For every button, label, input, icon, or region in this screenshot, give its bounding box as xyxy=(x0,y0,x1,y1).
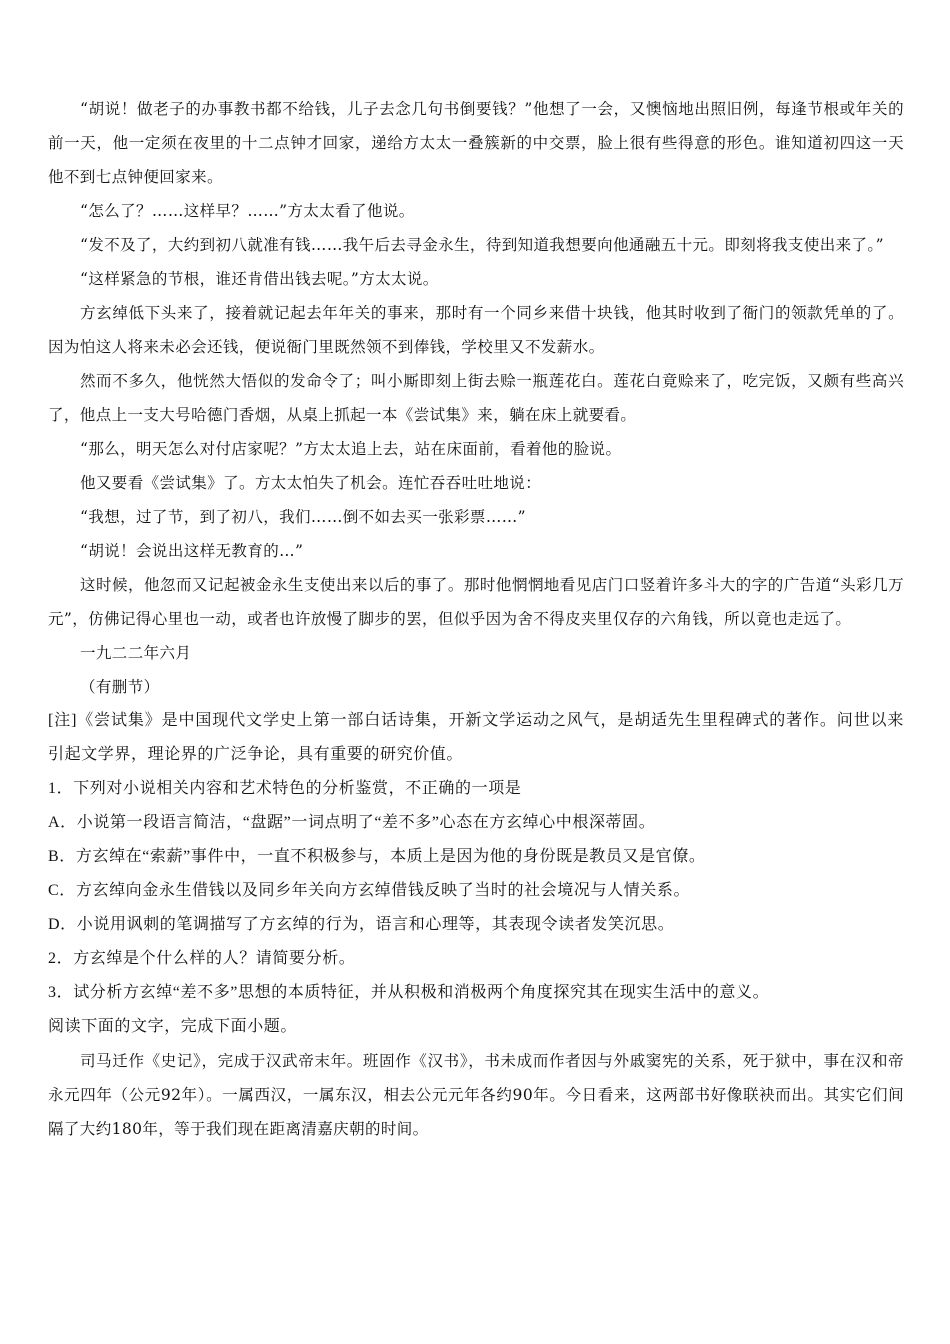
reading-instruction: 阅读下面的文字，完成下面小题。 xyxy=(48,1018,298,1035)
story-paragraph: 这时候，他忽而又记起被金永生支使出来以后的事了。那时他惘惘地看见店门口竖着许多斗大的字的广告道“头彩几万元”，仿佛记得心里也一动，或者也许放慢了脚步的罢，但似乎因为舍不得皮夹里仅存的六角钱，所以竟也走远了。 xyxy=(48,576,904,628)
question-1-option-c: C．方玄绰向金永生借钱以及同乡年关向方玄绰借钱反映了当时的社会境况与人情关系。 xyxy=(48,882,691,899)
story-paragraph: “那么，明天怎么对付店家呢？”方太太追上去，站在床面前，看着他的脸说。 xyxy=(80,440,622,458)
question-1-option-a: A．小说第一段语言简洁，“盘踞”一词点明了“差不多”心态在方玄绰心中根深蒂固。 xyxy=(48,814,656,831)
document-page xyxy=(48,92,904,1146)
story-paragraph: “怎么了？……这样早？……”方太太看了他说。 xyxy=(80,202,415,220)
footnote: [注]《尝试集》是中国现代文学史上第一部白话诗集，开新文学运动之风气，是胡适先生里程碑式的著作。问世以来引起文学界，理论界的广泛争论，具有重要的研究价值。 xyxy=(48,712,904,763)
story-paragraph: 然而不多久，他恍然大悟似的发命令了；叫小厮即刻上街去赊一瓶莲花白。莲花白竟赊来了，吃完饭，又颇有些高兴了，他点上一支大号哈德门香烟，从桌上抓起一本《尝试集》来，躺在床上就要看。 xyxy=(48,372,904,424)
question-1-option-b: B．方玄绰在“索薪”事件中，一直不积极参与，本质上是因为他的身份既是教员又是官僚。 xyxy=(48,848,706,865)
story-paragraph: 他又要看《尝试集》了。方太太怕失了机会。连忙吞吞吐吐地说： xyxy=(80,474,542,492)
question-1-stem: 1．下列对小说相关内容和艺术特色的分析鉴赏，不正确的一项是 xyxy=(48,780,522,797)
story-paragraph: “胡说！做老子的办事教书都不给钱，儿子去念几句书倒要钱？”他想了一会，又懊恼地出照旧例，每逢节根或年关的前一天，他一定须在夜里的十二点钟才回家，递给方太太一叠簇新的中交票，脸上很有些得意的形色。谁知道初四这一天他不到七点钟便回家来。 xyxy=(48,100,904,186)
story-paragraph: 方玄绰低下头来了，接着就记起去年年关的事来，那时有一个同乡来借十块钱，他其时收到了衙门的领款凭单的了。因为怕这人将来未必会还钱，便说衙门里既然领不到俸钱，学校里又不发薪水。 xyxy=(48,304,904,356)
question-2: 2．方玄绰是个什么样的人？请简要分析。 xyxy=(48,950,356,967)
story-paragraph: “我想，过了节，到了初八，我们……倒不如去买一张彩票……” xyxy=(80,508,526,526)
reading-passage: 司马迁作《史记》，完成于汉武帝末年。班固作《汉书》，书未成而作者因与外戚窦宪的关系，死于狱中，事在汉和帝永元四年（公元92年）。一属西汉，一属东汉，相去公元元年各约90年。今日看来，这两部书好像联袂而出。其实它们间隔了大约180年，等于我们现在距离清嘉庆朝的时间。 xyxy=(48,1052,904,1138)
story-paragraph: “发不及了，大约到初八就准有钱……我午后去寻金永生，待到知道我想要向他通融五十元。即刻将我支使出来了。” xyxy=(80,236,884,254)
question-3: 3．试分析方玄绰“差不多”思想的本质特征，并从积极和消极两个角度探究其在现实生活中的意义。 xyxy=(48,984,770,1001)
story-paragraph: “胡说！会说出这样无教育的…” xyxy=(80,542,304,560)
abridged-note: （有删节） xyxy=(80,678,160,696)
question-1-option-d: D．小说用讽刺的笔调描写了方玄绰的行为，语言和心理等，其表现令读者发笑沉思。 xyxy=(48,916,675,933)
story-date: 一九二二年六月 xyxy=(80,644,192,662)
story-paragraph: “这样紧急的节根，谁还肯借出钱去呢。”方太太说。 xyxy=(80,270,439,288)
